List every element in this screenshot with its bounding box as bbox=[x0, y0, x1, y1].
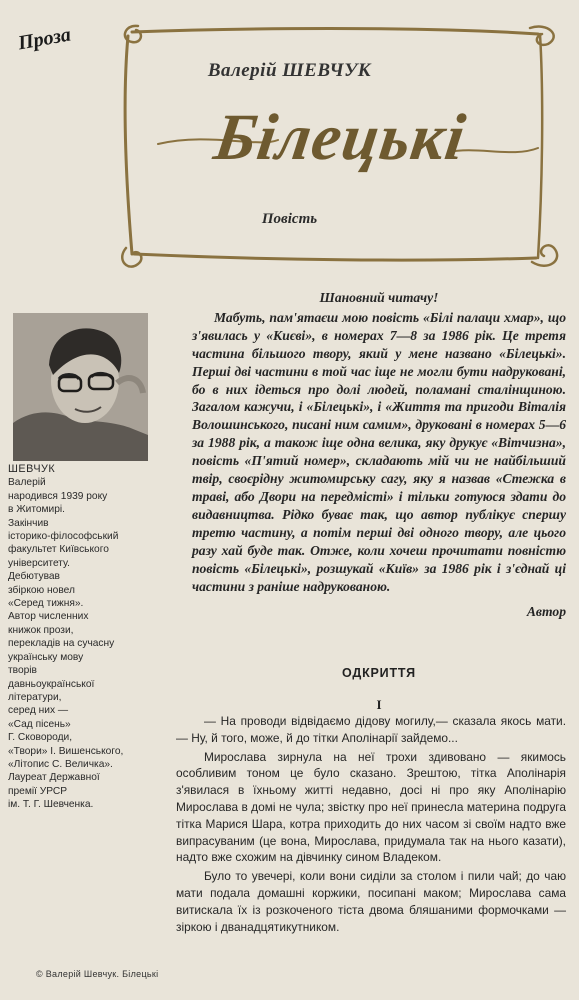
story-paragraph: Мирослава зирнула на неї трохи здивовано — якимось особливим тоном це було сказано. Зрештою, тітка Аполінарія з'явилася в їхньому житті недавно, досі ні про яку Аполінарію Мирослава в домі не чула; звістку про неї принесла материна подруга тітка Марися Шара, котра приходить до них часом зі своїм надто вже випрасуваним (це вона, Мирослава, придумала так на нього казати), надто вже схожим на дівчинку сином Владеком. bbox=[176, 749, 566, 865]
preface-signature: Автор bbox=[526, 604, 566, 620]
bio-line: «Серед тижня». bbox=[8, 598, 84, 610]
preface-note bbox=[192, 289, 566, 621]
bio-line: народився 1939 року bbox=[8, 490, 108, 502]
bio-line: університету. bbox=[8, 557, 70, 569]
story-paragraph: — На проводи відвідаємо дідову могилу,— сказала якось мати. — Ну, й того, може, й до тітки Аполінарії зайдемо... bbox=[176, 714, 566, 745]
bio-line: давньоукраїнської bbox=[8, 678, 95, 690]
bio-line: ШЕВЧУК bbox=[8, 463, 56, 475]
section-title: ОДКРИТТЯ bbox=[342, 666, 416, 680]
bio-line: «Сад пісень» bbox=[8, 718, 71, 730]
bio-line: серед них — bbox=[8, 705, 69, 717]
bio-line: Валерій bbox=[8, 477, 46, 489]
story-paragraph: Було то увечері, коли вони сиділи за столом і пили чай; до чаю мати подала домашні коржики, посипані маком; Мирослава сама витискала їх із розкоченого тіста двома бляшаними формочками — зіркою і дванадцятикутником. bbox=[176, 869, 566, 934]
bio-line: Автор численних bbox=[8, 611, 89, 623]
preface-greeting: Шановний читачу! bbox=[319, 290, 439, 305]
author-bio bbox=[8, 463, 173, 812]
bio-line: «Літопис С. Величка». bbox=[8, 758, 113, 770]
chapter-number: I bbox=[376, 697, 382, 712]
bio-line: книжок прози, bbox=[8, 624, 74, 636]
bio-line: творів bbox=[8, 665, 37, 677]
bio-line: в Житомирі. bbox=[8, 504, 66, 516]
bio-line: Дебютував bbox=[8, 571, 60, 583]
bio-line: Г. Сковороди, bbox=[8, 732, 73, 744]
bio-line: українську мову bbox=[8, 651, 84, 663]
copyright-footer: © Валерій Шевчук. Білецькі bbox=[36, 969, 159, 979]
author-name: Валерій ШЕВЧУК bbox=[207, 60, 372, 81]
rubric-label: Проза bbox=[16, 23, 73, 55]
bio-line: Закінчив bbox=[8, 517, 49, 529]
bio-line: ім. Т. Г. Шевченка. bbox=[8, 799, 94, 811]
bio-line: факультет Київського bbox=[8, 544, 109, 556]
bio-line: премії УРСР bbox=[8, 785, 68, 797]
bio-line: літератури, bbox=[8, 691, 62, 703]
bio-line: «Твори» І. Вишенського, bbox=[8, 745, 124, 757]
author-portrait-image bbox=[13, 313, 148, 461]
bio-line: збіркою новел bbox=[8, 584, 75, 596]
story-title: Білецькі bbox=[209, 101, 471, 174]
bio-line: перекладів на сучасну bbox=[8, 638, 115, 650]
bio-line: Лауреат Державної bbox=[8, 772, 100, 784]
author-photo bbox=[13, 313, 148, 461]
bio-line: історико-філософський bbox=[8, 531, 119, 543]
preface-body: Мабуть, пам'ятаєш мою повість «Білі палаци хмар», що з'явилась у «Києві», в номерах 7—8 за 1986 рік. Це третя частина більшого твору, який у мене названо «Білецькі». Перші дві частини в той час іще не могли бути надруковані, бо в них ідеться про долі людей, поламані сталінщиною. Загалом кажучи, і «Білецькі», і «Життя та пригоди Віталія Волошинського, писані ним самим», друковані в номерах 5—6 за 1988 рік, а також іще одна велика, яку друкує «Вітчизна», повість «П'ятий номер», складають мій чи не найбільший твір, своєрідну житомирську сагу, яку я назвав «Стежка в траві, або Двори на передмісті» і тільки готуюся здати до видавництва. Рідко буває так, що автор публікує спершу третю частину, а потім перші дві одного твору, але цього разу хай буде так. Отже, коли хочеш прочитати повністю повість «Білецькі», розшукай «Київ» за 1986 рік і з'єднай ці частини з раніше надрукованою. bbox=[192, 309, 566, 594]
genre-label: Повість bbox=[261, 211, 318, 227]
story-text bbox=[176, 713, 566, 935]
